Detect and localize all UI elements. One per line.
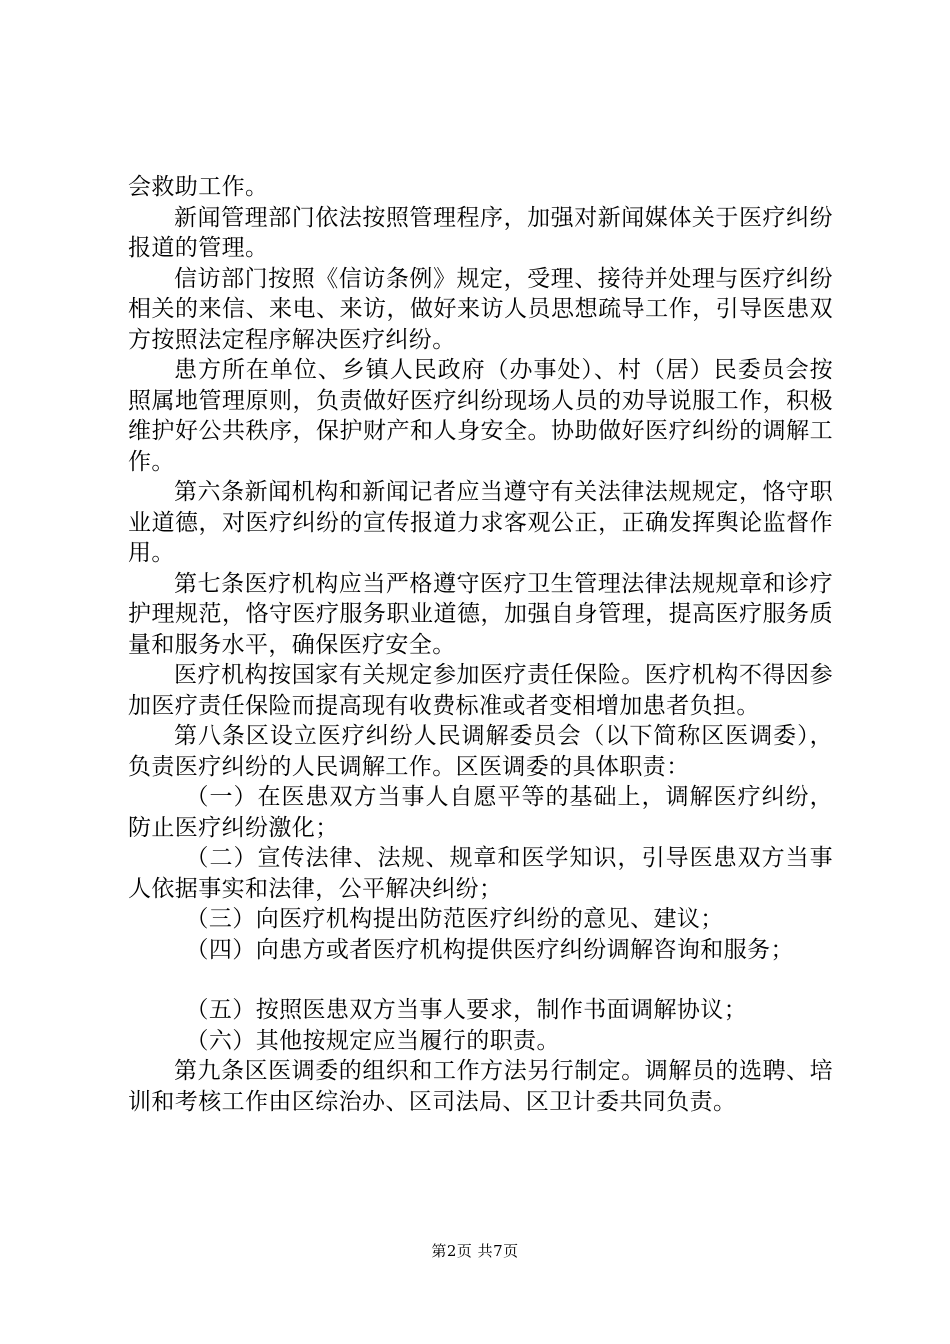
document-body [128,172,833,1117]
list-item-duty-6: （六）其他按规定应当履行的职责。 [185,1027,560,1054]
paragraph-article-7: 第七条医疗机构应当严格遵守医疗卫生管理法律法规规章和诊疗护理规范，恪守医疗服务职业道德，加强自身管理，提高医疗服务质量和服务水平，确保医疗安全。 [128,570,833,658]
list-item-duty-2: （二）宣传法律、法规、规章和医学知识，引导医患双方当事人依据事实和法律，公平解决纠纷； [128,845,833,902]
list-item-duty-5: （五）按照医患双方当事人要求，制作书面调解协议； [185,997,748,1023]
paragraph-article-9: 第九条区医调委的组织和工作方法另行制定。调解员的选聘、培训和考核工作由区综治办、区司法局、区卫计委共同负责。 [128,1058,833,1115]
list-item-duty-4: （四）向患方或者医疗机构提供医疗纠纷调解咨询和服务； [185,936,794,963]
paragraph-petition-department: 信访部门按照《信访条例》规定，受理、接待并处理与医疗纠纷相关的来信、来电、来访，做好来访人员思想疏导工作，引导医患双方按照法定程序解决医疗纠纷。 [128,265,833,353]
list-item-duty-1: （一）在医患双方当事人自愿平等的基础上，调解医疗纠纷，防止医疗纠纷激化； [128,784,833,841]
paragraph-patient-unit: 患方所在单位、乡镇人民政府（办事处）、村（居）民委员会按照属地管理原则，负责做好医疗纠纷现场人员的劝导说服工作，积极维护好公共秩序，保护财产和人身安全。协助做好医疗纠纷的调解工作。 [128,357,833,475]
paragraph-article-8: 第八条区设立医疗纠纷人民调解委员会（以下简称区医调委），负责医疗纠纷的人民调解工作。区医调委的具体职责： [128,723,833,780]
paragraph-continuation: 会救助工作。 [128,174,269,200]
paragraph-insurance: 医疗机构按国家有关规定参加医疗责任保险。医疗机构不得因参加医疗责任保险而提高现有收费标准或者变相增加患者负担。 [128,662,833,719]
list-item-duty-3: （三）向医疗机构提出防范医疗纠纷的意见、建议； [185,906,724,932]
paragraph-news-management: 新闻管理部门依法按照管理程序，加强对新闻媒体关于医疗纠纷报道的管理。 [128,204,833,261]
paragraph-article-6: 第六条新闻机构和新闻记者应当遵守有关法律法规规定，恪守职业道德，对医疗纠纷的宣传报道力求客观公正，正确发挥舆论监督作用。 [128,479,833,566]
page-number-footer: 第2页 共7页 [431,1242,519,1260]
